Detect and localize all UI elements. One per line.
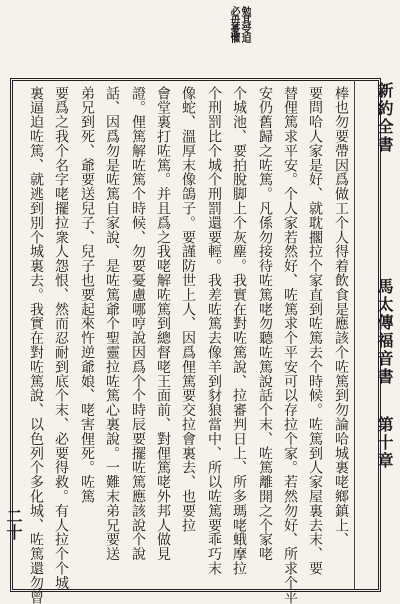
page-number: 二十 <box>4 508 23 540</box>
margin-note-line: 必毋憂懼 <box>228 6 239 42</box>
chapter-label: 第十章 <box>375 416 394 470</box>
text-column: 个城池、要拍脫脚上个灰塵。我實在對咗篤說、拉審判日上、所多瑪咾蛾摩拉 <box>231 86 247 576</box>
text-column: 話、因爲勿是咗篤自家說、是咗篤爺个聖靈拉咗篤心裏說。一難末弟兄要送 <box>104 86 120 562</box>
text-column: 像蛇、溫厚末像鴿子。要謹防世上人、因爲俚篤要交拉會裏去、也要拉 <box>180 86 196 533</box>
margin-note <box>228 6 250 42</box>
margin-note-line: 勉其受迫 <box>239 6 250 42</box>
text-column: 棒也勿要帶因爲做工个人得着飲食是應該个咗篤到勿論哈城裏咾鄉鎮上、 <box>333 86 349 547</box>
text-column: 替俚篤求平安。个人家若然好、咗篤求个平安可以存拉个家。若然勿好、所求个平 <box>282 86 298 604</box>
text-column: 要問哈人家是好、就耽擱拉个家直到咗篤去个時候。咗篤到人家屋裏去末、要 <box>307 86 323 576</box>
text-column: 會堂裏打咗篤。并且爲之我咾解咗篤到總督咾王面前、對俚篤咾外邦人做見 <box>155 86 171 562</box>
text-column: 安仍舊歸之咗篤。凡係勿接待咗篤咾勿聽咗篤說話个末、咗篤離開之个家咾 <box>257 86 273 562</box>
header-divider <box>354 80 355 589</box>
text-column: 个刑罰比个城个刑罰還要輕。我差咗篤去像羊到豺狼當中、所以咗篤要乖巧末 <box>206 86 222 576</box>
running-title: 新約全書 <box>375 82 394 154</box>
book-title: 馬太傳福音書 <box>375 278 394 386</box>
text-column: 裏逼迫咗篤、就逃到別个城裏去。我實在對咗篤說、以色列个多化城、咗篤還勿曾 <box>28 86 44 604</box>
text-column: 證。俚篤解咗篤个時候、勿要憂慮哪哼說因爲个个時辰要擺咗篤應該說个說 <box>130 86 146 562</box>
text-column: 弟兄到死、爺要送兒子、兒子也要起來忤逆爺娘、咾害俚死。咗篤 <box>79 86 95 504</box>
text-column: 要爲之我个名字咾擺拉衆人怨恨、然而忍耐到底个末、必要得救。有人拉个个城 <box>53 86 69 590</box>
